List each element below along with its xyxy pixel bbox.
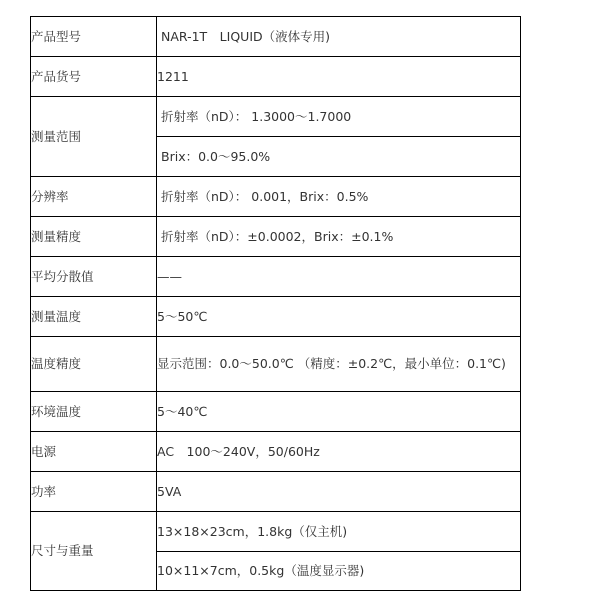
table-row xyxy=(31,472,521,512)
label-model: 产品型号 xyxy=(31,17,157,57)
label-power: 功率 xyxy=(31,472,157,512)
label-size-weight: 尺寸与重量 xyxy=(31,512,157,591)
label-measure-range: 测量范围 xyxy=(31,97,157,177)
value-measure-temp: 5～50℃ xyxy=(157,297,521,337)
label-accuracy: 测量精度 xyxy=(31,217,157,257)
value-ambient-temp: 5～40℃ xyxy=(157,392,521,432)
label-ambient-temp: 环境温度 xyxy=(31,392,157,432)
table-row xyxy=(31,177,521,217)
value-resolution: 折射率（nD）： 0.001，Brix：0.5% xyxy=(157,177,521,217)
value-model: NAR-1T LIQUID（液体专用) xyxy=(157,17,521,57)
table-row xyxy=(31,337,521,392)
table-row xyxy=(31,432,521,472)
value-size-weight-main: 13×18×23cm，1.8kg（仅主机) xyxy=(157,512,521,552)
table-row xyxy=(31,17,521,57)
value-temp-accuracy: 显示范围：0.0～50.0℃ （精度：±0.2℃，最小单位：0.1℃) xyxy=(157,337,521,392)
value-mean-dispersion: —— xyxy=(157,257,521,297)
value-measure-range-brix: Brix：0.0～95.0% xyxy=(157,137,521,177)
value-accuracy: 折射率（nD）：±0.0002，Brix：±0.1% xyxy=(157,217,521,257)
table-row xyxy=(31,297,521,337)
label-resolution: 分辨率 xyxy=(31,177,157,217)
spec-table xyxy=(30,16,521,591)
label-temp-accuracy: 温度精度 xyxy=(31,337,157,392)
table-row xyxy=(31,57,521,97)
label-item-number: 产品货号 xyxy=(31,57,157,97)
table-row xyxy=(31,392,521,432)
label-power-supply: 电源 xyxy=(31,432,157,472)
label-mean-dispersion: 平均分散值 xyxy=(31,257,157,297)
value-measure-range-nd: 折射率（nD）： 1.3000～1.7000 xyxy=(157,97,521,137)
table-row xyxy=(31,512,521,552)
value-power-supply: AC 100～240V，50/60Hz xyxy=(157,432,521,472)
label-measure-temp: 测量温度 xyxy=(31,297,157,337)
table-row xyxy=(31,97,521,137)
table-row xyxy=(31,257,521,297)
value-item-number: 1211 xyxy=(157,57,521,97)
table-row xyxy=(31,217,521,257)
value-size-weight-display: 10×11×7cm，0.5kg（温度显示器) xyxy=(157,552,521,591)
value-power: 5VA xyxy=(157,472,521,512)
